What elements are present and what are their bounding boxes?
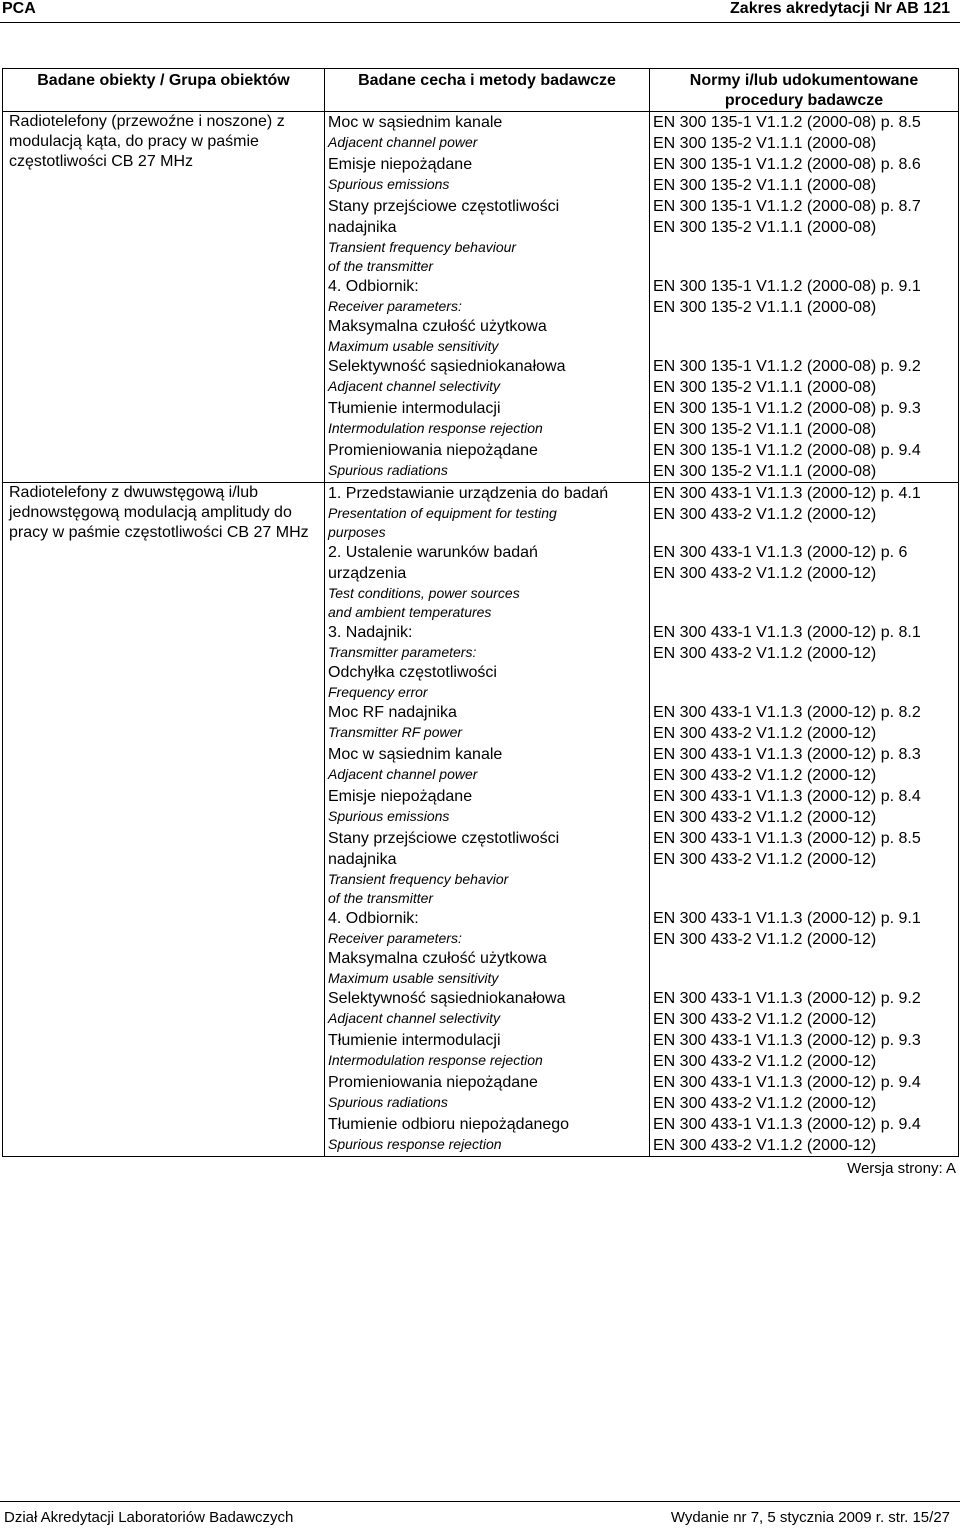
method-name-en: of the transmitter — [328, 890, 434, 906]
method-subname-pl: Maksymalna czułość użytkowa — [328, 318, 547, 335]
method-item — [328, 908, 646, 988]
norm-reference: EN 300 433-1 V1.1.3 (2000-12) p. 6 — [653, 544, 908, 561]
method-subname-en: Maximum usable sensitivity — [328, 970, 499, 986]
norm-reference: EN 300 433-2 V1.1.2 (2000-12) — [653, 565, 877, 582]
table-header-row — [3, 69, 959, 112]
method-item — [328, 483, 646, 542]
method-name-pl: Promieniowania niepożądane — [328, 1074, 538, 1091]
method-name-en: Transient frequency behavior — [328, 871, 509, 887]
column-header-methods: Badane cecha i metody badawcze — [325, 69, 650, 112]
norm-reference: EN 300 433-1 V1.1.3 (2000-12) p. 8.5 — [653, 830, 921, 847]
norm-reference: EN 300 433-2 V1.1.2 (2000-12) — [653, 1095, 877, 1112]
norm-item — [653, 276, 955, 356]
norm-reference: EN 300 433-2 V1.1.2 (2000-12) — [653, 1053, 877, 1070]
norm-item — [653, 398, 955, 440]
norm-item — [653, 744, 955, 786]
norm-reference: EN 300 135-1 V1.1.2 (2000-08) p. 9.1 — [653, 278, 921, 295]
method-item — [328, 356, 646, 398]
norm-reference: EN 300 433-2 V1.1.2 (2000-12) — [653, 931, 877, 948]
method-name-en: Intermodulation response rejection — [328, 420, 543, 436]
method-item — [328, 1030, 646, 1072]
method-item — [328, 154, 646, 196]
method-item — [328, 622, 646, 702]
norm-reference: EN 300 135-2 V1.1.1 (2000-08) — [653, 299, 877, 316]
column-header-norms: Normy i/lub udokumentowane procedury badawcze — [650, 69, 959, 112]
method-name-en: Receiver parameters: — [328, 930, 462, 946]
method-name-pl: Moc w sąsiednim kanale — [328, 114, 503, 131]
norm-item — [653, 112, 955, 154]
method-name-pl: Tłumienie odbioru niepożądanego — [328, 1116, 570, 1133]
norm-reference: EN 300 135-1 V1.1.2 (2000-08) p. 9.2 — [653, 358, 921, 375]
norm-reference: EN 300 135-1 V1.1.2 (2000-08) p. 8.5 — [653, 114, 921, 131]
norm-reference: EN 300 433-1 V1.1.3 (2000-12) p. 9.4 — [653, 1116, 921, 1133]
method-item — [328, 828, 646, 908]
norm-reference: EN 300 135-2 V1.1.1 (2000-08) — [653, 379, 877, 396]
norm-item — [653, 702, 955, 744]
method-name-pl: nadajnika — [328, 851, 397, 868]
header-title: Zakres akredytacji Nr AB 121 — [730, 0, 950, 17]
norm-reference: EN 300 433-1 V1.1.3 (2000-12) p. 8.2 — [653, 704, 921, 721]
norm-reference: EN 300 433-1 V1.1.3 (2000-12) p. 8.4 — [653, 788, 921, 805]
method-name-pl: 4. Odbiornik: — [328, 910, 419, 927]
method-name-en: Adjacent channel power — [328, 766, 478, 782]
object-cell: Radiotelefony (przewoźne i noszone) z modulacją kąta, do pracy w paśmie częstotliwości CB 27 MHz — [3, 112, 325, 483]
norm-reference: EN 300 433-1 V1.1.3 (2000-12) p. 9.1 — [653, 910, 921, 927]
method-name-pl: Stany przejściowe częstotliwości — [328, 198, 560, 215]
method-item — [328, 112, 646, 154]
method-item — [328, 542, 646, 622]
method-subname-en: Frequency error — [328, 684, 428, 700]
norm-reference: EN 300 433-2 V1.1.2 (2000-12) — [653, 1137, 877, 1154]
norm-reference: EN 300 433-1 V1.1.3 (2000-12) p. 9.3 — [653, 1032, 921, 1049]
table-row — [3, 483, 959, 1157]
method-name-pl: 3. Nadajnik: — [328, 624, 413, 641]
method-name-pl: nadajnika — [328, 219, 397, 236]
method-item — [328, 702, 646, 744]
accreditation-table — [2, 68, 959, 1157]
method-name-pl: urządzenia — [328, 565, 407, 582]
header-rule — [0, 22, 960, 23]
method-item — [328, 196, 646, 276]
method-item — [328, 1114, 646, 1156]
method-name-en: of the transmitter — [328, 258, 434, 274]
method-subname-pl: Maksymalna czułość użytkowa — [328, 950, 547, 967]
norm-item — [653, 988, 955, 1030]
method-name-en: Spurious emissions — [328, 808, 450, 824]
method-name-en: Spurious radiations — [328, 1094, 448, 1110]
method-item — [328, 744, 646, 786]
norm-item — [653, 1030, 955, 1072]
method-name-pl: 2. Ustalenie warunków badań — [328, 544, 538, 561]
norm-reference: EN 300 433-2 V1.1.2 (2000-12) — [653, 767, 877, 784]
method-name-en: Test conditions, power sources — [328, 585, 520, 601]
method-name-pl: Tłumienie intermodulacji — [328, 1032, 501, 1049]
norm-reference: EN 300 135-1 V1.1.2 (2000-08) p. 9.4 — [653, 442, 921, 459]
method-name-pl: Tłumienie intermodulacji — [328, 400, 501, 417]
norm-item — [653, 1072, 955, 1114]
norm-reference: EN 300 433-2 V1.1.2 (2000-12) — [653, 506, 877, 523]
norm-reference: EN 300 135-2 V1.1.1 (2000-08) — [653, 135, 877, 152]
norm-reference: EN 300 433-1 V1.1.3 (2000-12) p. 9.4 — [653, 1074, 921, 1091]
method-name-en: Receiver parameters: — [328, 298, 462, 314]
norm-cell — [650, 483, 959, 1157]
norm-reference: EN 300 433-2 V1.1.2 (2000-12) — [653, 809, 877, 826]
footer-edition: Wydanie nr 7, 5 stycznia 2009 r. str. 15/27 — [670, 1509, 950, 1526]
norm-item — [653, 622, 955, 702]
norm-reference: EN 300 135-1 V1.1.2 (2000-08) p. 9.3 — [653, 400, 921, 417]
method-name-pl: 4. Odbiornik: — [328, 278, 419, 295]
method-name-en: Transmitter RF power — [328, 724, 463, 740]
norm-item — [653, 356, 955, 398]
norm-cell — [650, 112, 959, 483]
method-name-pl: Promieniowania niepożądane — [328, 442, 538, 459]
method-subname-en: Maximum usable sensitivity — [328, 338, 499, 354]
norm-item — [653, 1114, 955, 1156]
footer-department: Dział Akredytacji Laboratoriów Badawczych — [4, 1509, 294, 1526]
method-name-en: and ambient temperatures — [328, 604, 492, 620]
page-footer — [0, 1501, 960, 1531]
method-name-en: Transmitter parameters: — [328, 644, 477, 660]
norm-reference: EN 300 433-2 V1.1.2 (2000-12) — [653, 1011, 877, 1028]
method-cell — [325, 483, 650, 1157]
method-item — [328, 398, 646, 440]
method-item — [328, 786, 646, 828]
norm-reference: EN 300 433-1 V1.1.3 (2000-12) p. 4.1 — [653, 485, 921, 502]
method-name-en: Intermodulation response rejection — [328, 1052, 543, 1068]
object-cell: Radiotelefony z dwuwstęgową i/lub jednowstęgową modulacją amplitudy do pracy w paśmie częstotliwości CB 27 MHz — [3, 483, 325, 1157]
method-name-pl: 1. Przedstawianie urządzenia do badań — [328, 485, 609, 502]
method-name-pl: Selektywność sąsiedniokanałowa — [328, 358, 566, 375]
method-name-en: Spurious emissions — [328, 176, 450, 192]
method-name-pl: Emisje niepożądane — [328, 156, 473, 173]
method-item — [328, 440, 646, 482]
norm-reference: EN 300 433-1 V1.1.3 (2000-12) p. 8.1 — [653, 624, 921, 641]
method-name-en: Adjacent channel selectivity — [328, 1010, 500, 1026]
footer-rule — [0, 1501, 960, 1502]
norm-item — [653, 196, 955, 276]
method-item — [328, 276, 646, 356]
method-name-pl: Selektywność sąsiedniokanałowa — [328, 990, 566, 1007]
norm-item — [653, 828, 955, 908]
page-header — [0, 0, 960, 20]
norm-reference: EN 300 433-2 V1.1.2 (2000-12) — [653, 851, 877, 868]
norm-reference: EN 300 135-2 V1.1.1 (2000-08) — [653, 177, 877, 194]
norm-reference: EN 300 135-2 V1.1.1 (2000-08) — [653, 421, 877, 438]
method-name-en: Spurious radiations — [328, 462, 448, 478]
method-name-en: Spurious response rejection — [328, 1136, 502, 1152]
method-name-pl: Stany przejściowe częstotliwości — [328, 830, 560, 847]
table-row — [3, 112, 959, 483]
page-version: Wersja strony: A — [847, 1160, 956, 1177]
norm-reference: EN 300 135-1 V1.1.2 (2000-08) p. 8.6 — [653, 156, 921, 173]
norm-reference: EN 300 135-1 V1.1.2 (2000-08) p. 8.7 — [653, 198, 921, 215]
norm-reference: EN 300 433-1 V1.1.3 (2000-12) p. 8.3 — [653, 746, 921, 763]
method-subname-pl: Odchyłka częstotliwości — [328, 664, 497, 681]
norm-item — [653, 483, 955, 542]
method-name-en: Transient frequency behaviour — [328, 239, 517, 255]
method-name-pl: Emisje niepożądane — [328, 788, 473, 805]
norm-reference: EN 300 135-2 V1.1.1 (2000-08) — [653, 463, 877, 480]
header-org: PCA — [2, 0, 36, 17]
method-name-pl: Moc w sąsiednim kanale — [328, 746, 503, 763]
method-name-en: Adjacent channel power — [328, 134, 478, 150]
norm-reference: EN 300 433-1 V1.1.3 (2000-12) p. 9.2 — [653, 990, 921, 1007]
method-name-pl: Moc RF nadajnika — [328, 704, 457, 721]
norm-item — [653, 908, 955, 988]
method-name-en: purposes — [328, 524, 386, 540]
method-name-en: Presentation of equipment for testing — [328, 505, 557, 521]
norm-reference: EN 300 135-2 V1.1.1 (2000-08) — [653, 219, 877, 236]
method-item — [328, 988, 646, 1030]
method-name-en: Adjacent channel selectivity — [328, 378, 500, 394]
norm-item — [653, 786, 955, 828]
column-header-objects: Badane obiekty / Grupa obiektów — [3, 69, 325, 112]
method-cell — [325, 112, 650, 483]
norm-item — [653, 154, 955, 196]
method-item — [328, 1072, 646, 1114]
norm-reference: EN 300 433-2 V1.1.2 (2000-12) — [653, 725, 877, 742]
norm-reference: EN 300 433-2 V1.1.2 (2000-12) — [653, 645, 877, 662]
norm-item — [653, 440, 955, 482]
norm-item — [653, 542, 955, 622]
